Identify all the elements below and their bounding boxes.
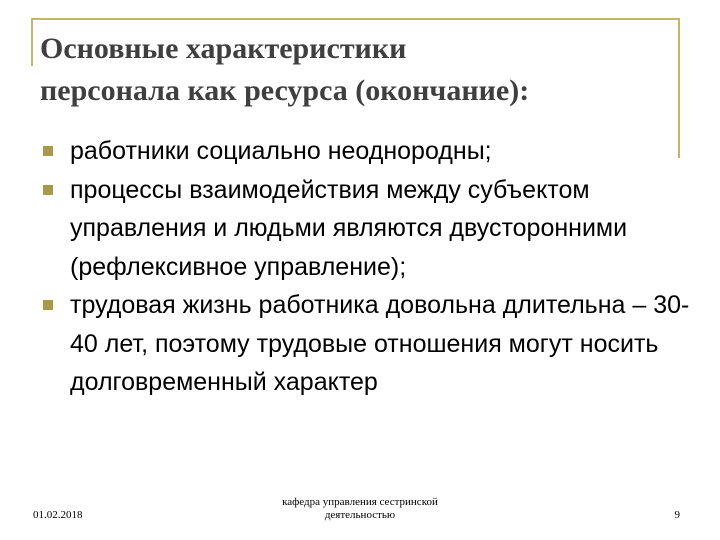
square-bullet-icon <box>43 300 53 310</box>
square-bullet-icon <box>43 185 53 195</box>
bullet-text-1: работники социально неоднородны; <box>70 137 492 165</box>
footer-department-line1: кафедра управления сестринской <box>282 496 438 508</box>
footer-department-line2: деятельностью <box>324 509 396 521</box>
bullet-item-3 <box>40 286 690 402</box>
frame-left-border <box>31 18 33 66</box>
bullet-text-3: трудовая жизнь работника довольна длительна – 30-40 лет, поэтому трудовые отношения могут носить долговременный характер <box>70 291 690 396</box>
footer-department <box>260 496 460 522</box>
bullet-item-2 <box>40 171 690 287</box>
footer-date: 01.02.2018 <box>33 509 83 521</box>
page-number: 9 <box>674 509 680 521</box>
frame-top-border <box>31 18 678 20</box>
bullet-text-2: процессы взаимодействия между субъектом управления и людьми являются двусторонними (рефлексивное управление); <box>70 175 628 281</box>
square-bullet-icon <box>43 146 53 156</box>
bullet-list <box>40 132 690 402</box>
bullet-item-1 <box>40 132 690 171</box>
slide-title-line2: персонала как ресурса (окончание): <box>40 74 530 107</box>
slide-title-line1: Основные характеристики <box>40 32 407 65</box>
slide-title <box>40 28 670 112</box>
